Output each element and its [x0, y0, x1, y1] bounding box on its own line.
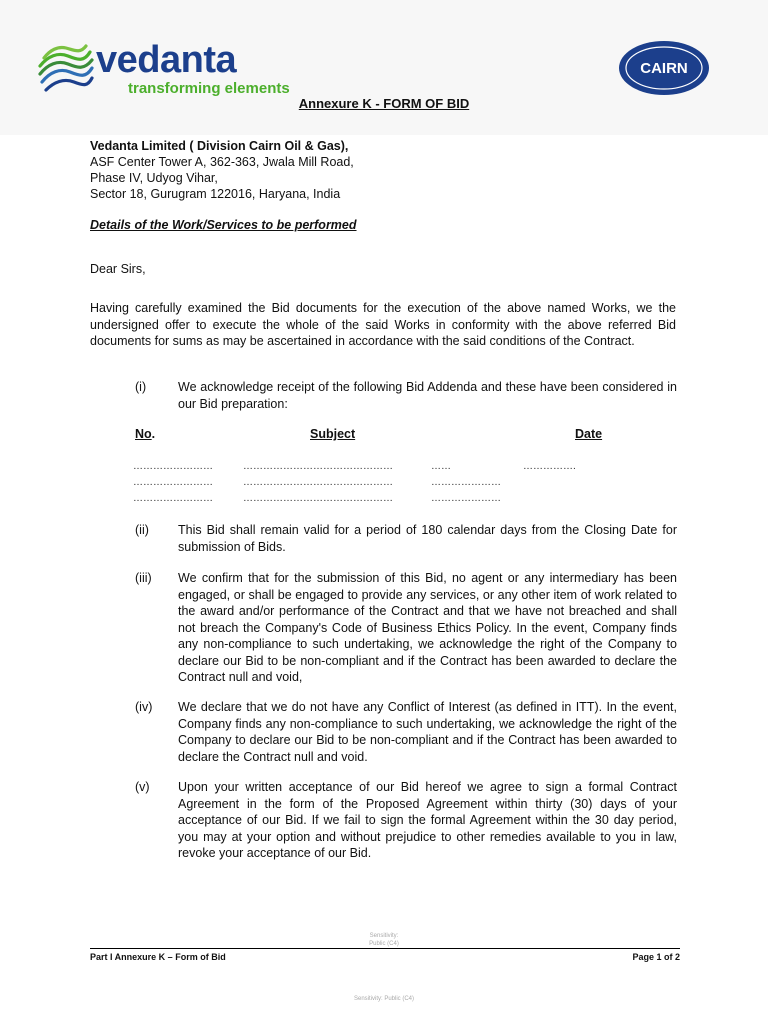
clause-text: We acknowledge receipt of the following Bid Addenda and these have been considered in our Bid preparation:: [178, 380, 677, 411]
cairn-logo-text: CAIRN: [640, 60, 688, 77]
table-cell-subject: ………………………………………: [243, 461, 393, 472]
address-line-2: Phase IV, Udyog Vihar,: [90, 171, 218, 185]
company-name: Vedanta Limited ( Division Cairn Oil & Gas),: [90, 139, 349, 153]
vedanta-logo-word: vedanta: [96, 39, 237, 81]
salutation: Dear Sirs,: [90, 262, 146, 276]
footer-page-number: Page 1 of 2: [632, 952, 680, 962]
table-cell-subject: ………………………………………: [243, 477, 393, 488]
sensitivity-label-top: Sensitivity: Public (C4): [369, 933, 399, 947]
address-line-1: ASF Center Tower A, 362-363, Jwala Mill Road,: [90, 155, 354, 169]
clause-number: (ii): [135, 523, 149, 537]
table-cell-extra: …………………: [431, 477, 501, 488]
clause-number: (iv): [135, 700, 153, 714]
clause-text: This Bid shall remain valid for a period of 180 calendar days from the Closing Date for submission of Bids.: [178, 523, 677, 554]
table-cell-no: ……………………: [133, 477, 213, 488]
clause-text: We confirm that for the submission of this Bid, no agent or any intermediary has been engaged, or shall be engaged to provide any services, or any other item of work related to the award and/or performance of the Contract and that we have not breached and shall not breach the Company's Code of Business Ethics Policy. In the event, Company finds any non-compliance to such undertaking, we acknowledge the right of the Company to declare our Bid to be non-compliant and if the Contract has been awarded to declare the Contract null and void,: [178, 571, 677, 684]
table-cell-extra: ……: [431, 461, 451, 472]
details-heading: Details of the Work/Services to be performed: [90, 218, 357, 232]
table-header-subject: Subject: [310, 427, 356, 441]
footer-divider: [90, 948, 680, 949]
clause-number: (i): [135, 380, 147, 394]
intro-paragraph: Having carefully examined the Bid documents for the execution of the above named Works, we the undersigned offer to execute the whole of the said Works in conformity with the above referred Bid documents for sums as may be ascertained in accordance with the said conditions of the Contract.: [90, 301, 676, 348]
table-cell-extra: …………………: [431, 493, 501, 504]
vedanta-logo-mark: [36, 38, 96, 100]
clause-number: (iii): [135, 571, 152, 585]
address-line-3: Sector 18, Gurugram 122016, Haryana, India: [90, 187, 341, 201]
table-cell-no: ……………………: [133, 461, 213, 472]
table-cell-no: ……………………: [133, 493, 213, 504]
clause-number: (v): [135, 780, 150, 794]
address-block: [90, 138, 354, 202]
clause-text: We declare that we do not have any Conflict of Interest (as defined in ITT). In the event, Company finds any non-compliance to such undertaking, we acknowledge the right of the Company to declare our Bid to be non-compliant and if the Contract has been awarded to declare the Contract null and void.: [178, 700, 677, 764]
table-header-date: Date: [575, 427, 603, 441]
page-title: Annexure K - FORM OF BID: [298, 96, 470, 111]
sensitivity-label-bottom: Sensitivity: Public (C4): [353, 996, 415, 1002]
footer-document-title: Part I Annexure K – Form of Bid: [90, 952, 226, 962]
table-cell-date: …………….: [523, 461, 576, 472]
cairn-logo: [618, 40, 710, 96]
vedanta-logo-tagline: transforming elements: [128, 80, 290, 97]
clause-text: Upon your written acceptance of our Bid hereof we agree to sign a formal Contract Agreement in the form of the Proposed Agreement within thirty (30) days of your acceptance of our Bid. If we fail to sign the formal Agreement within the 30 day period, you may at your option and without prejudice to other remedies available to you in law, revoke your acceptance of our Bid.: [178, 780, 677, 860]
table-cell-subject: ………………………………………: [243, 493, 393, 504]
table-header-no: No.: [135, 427, 156, 441]
